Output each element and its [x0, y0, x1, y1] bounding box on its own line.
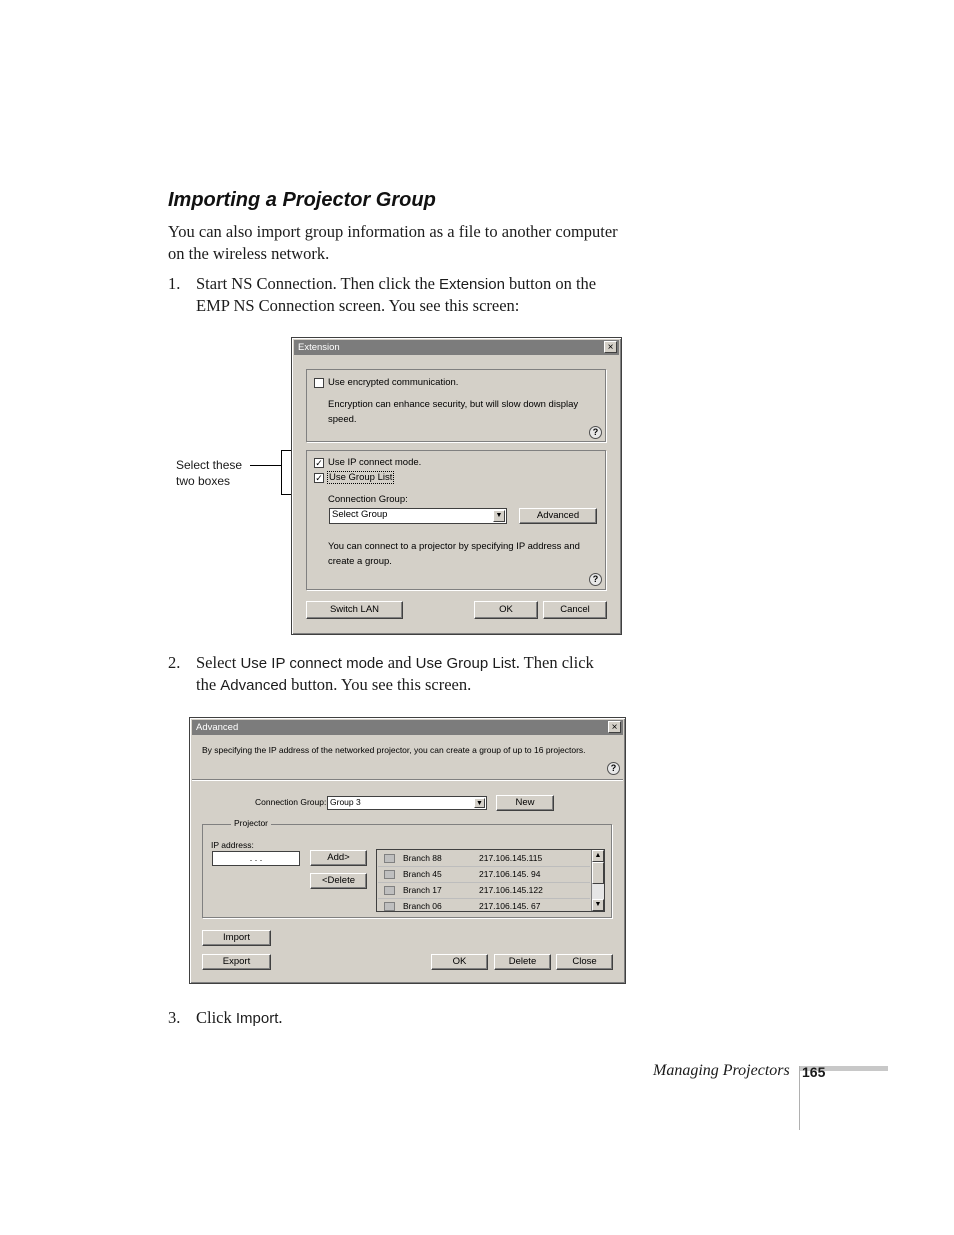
- delete-button[interactable]: Delete: [494, 954, 551, 970]
- step-3-line: [196, 1007, 283, 1030]
- projector-icon: [384, 854, 395, 863]
- callout-bracket: [281, 450, 282, 495]
- extension-close-icon[interactable]: ×: [604, 341, 617, 353]
- extension-title: Extension: [298, 342, 340, 353]
- step-3-period: .: [278, 1008, 283, 1027]
- encryption-note-1: Encryption can enhance security, but will slow down display: [328, 399, 579, 410]
- step-2-ui-advanced: Advanced: [220, 677, 288, 694]
- intro-paragraph: You can also import group information as a file to another computer on the wireless network.: [168, 222, 618, 263]
- step-2-then: . Then click: [515, 653, 594, 672]
- adv-connection-group-select[interactable]: [327, 796, 487, 810]
- cancel-button[interactable]: Cancel: [543, 601, 607, 619]
- callout-line-2: two boxes: [176, 474, 231, 488]
- chevron-down-icon[interactable]: ▼: [493, 510, 505, 522]
- import-button[interactable]: Import: [202, 930, 271, 946]
- advanced-dialog: [189, 717, 626, 984]
- projector-label: Projector: [231, 818, 271, 828]
- adv-ok-button[interactable]: OK: [431, 954, 488, 970]
- ip-connect-label: Use IP connect mode.: [328, 457, 422, 468]
- encryption-help-icon[interactable]: ?: [589, 426, 602, 439]
- new-button[interactable]: New: [496, 795, 554, 811]
- connection-group-select[interactable]: [329, 508, 507, 524]
- ok-button[interactable]: OK: [474, 601, 538, 619]
- step-2-line-2: [196, 674, 471, 697]
- group-list-label: Use Group List: [329, 472, 393, 483]
- callout-line-1: Select these: [176, 458, 243, 472]
- ip-connect-checkbox[interactable]: ✓: [315, 458, 323, 468]
- advanced-help-icon[interactable]: ?: [607, 762, 620, 775]
- step-3-number: 3.: [168, 1008, 181, 1027]
- list-item-ip: 217.106.145. 67: [479, 901, 541, 911]
- list-item-name: Branch 06: [403, 901, 442, 911]
- encryption-note-2: speed.: [328, 414, 357, 425]
- projector-icon: [384, 870, 395, 879]
- group-list-checkbox[interactable]: ✓: [315, 473, 323, 483]
- extension-dialog: [291, 337, 622, 635]
- scroll-thumb[interactable]: [592, 862, 604, 884]
- delete-from-list-button[interactable]: <Delete: [310, 873, 367, 889]
- export-button[interactable]: Export: [202, 954, 271, 970]
- ip-address-input[interactable]: . . .: [212, 851, 300, 866]
- projector-list[interactable]: [376, 849, 605, 912]
- add-button[interactable]: Add>: [310, 850, 367, 866]
- step-2-and: and: [383, 653, 416, 672]
- step-2-text: Select: [196, 653, 241, 672]
- scroll-down-icon[interactable]: ▼: [592, 899, 604, 911]
- step-2-end: button. You see this screen.: [287, 675, 472, 694]
- step-1-text: Start NS Connection. Then click the: [196, 274, 440, 293]
- step-2-ui-ip: Use IP connect mode: [240, 655, 384, 672]
- advanced-description: By specifying the IP address of the networked projector, you can create a group of up to 16 projectors.: [202, 745, 586, 755]
- list-scrollbar[interactable]: [591, 850, 604, 911]
- projector-icon: [384, 886, 395, 895]
- page-number: 165: [802, 1064, 826, 1080]
- callout-text: [176, 457, 242, 489]
- ip-connect-group: [306, 450, 606, 590]
- list-item[interactable]: [378, 883, 590, 899]
- footer-divider: [799, 1066, 800, 1130]
- step-2-number: 2.: [168, 653, 181, 672]
- encrypted-checkbox[interactable]: [314, 378, 324, 388]
- list-item-ip: 217.106.145.115: [479, 853, 543, 863]
- list-item[interactable]: [378, 899, 590, 912]
- encryption-group: [306, 369, 606, 442]
- advanced-titlebar: [192, 720, 623, 735]
- step-1-text-end: button on the: [504, 274, 597, 293]
- ip-address-label: IP address:: [211, 840, 254, 850]
- connection-group-value: Select Group: [332, 509, 388, 520]
- separator: [192, 779, 623, 781]
- list-item-name: Branch 45: [403, 869, 442, 879]
- step-2-line-1: [196, 652, 594, 675]
- step-1-line-1: [196, 273, 596, 296]
- connect-note-1: You can connect to a projector by specifying IP address and: [328, 541, 580, 552]
- encrypted-label: Use encrypted communication.: [328, 377, 459, 388]
- advanced-title: Advanced: [196, 722, 239, 733]
- adv-connection-group-label: Connection Group:: [255, 797, 327, 807]
- list-item[interactable]: [378, 851, 590, 867]
- adv-connection-group-value: Group 3: [330, 797, 361, 807]
- step-2-ui-group: Use Group List: [415, 655, 516, 672]
- step-1-number: 1.: [168, 274, 181, 293]
- close-button[interactable]: Close: [556, 954, 613, 970]
- chevron-down-icon[interactable]: ▼: [474, 798, 485, 808]
- projector-group: [202, 818, 612, 918]
- step-1-line-2: EMP NS Connection screen. You see this screen:: [196, 296, 520, 315]
- ip-connect-help-icon[interactable]: ?: [589, 573, 602, 586]
- advanced-close-icon[interactable]: ×: [608, 721, 621, 733]
- step-2-the: the: [196, 675, 221, 694]
- list-item-name: Branch 17: [403, 885, 442, 895]
- step-1-ui-word: Extension: [439, 276, 505, 293]
- callout-connector: [250, 465, 281, 466]
- projector-icon: [384, 902, 395, 911]
- scroll-up-icon[interactable]: ▲: [592, 850, 604, 862]
- footer-chapter: Managing Projectors: [653, 1062, 790, 1079]
- extension-titlebar: [294, 340, 619, 355]
- section-title: Importing a Projector Group: [168, 189, 436, 211]
- list-item[interactable]: [378, 867, 590, 883]
- list-item-ip: 217.106.145.122: [479, 885, 543, 895]
- step-3-text: Click: [196, 1008, 236, 1027]
- connection-group-label: Connection Group:: [328, 494, 408, 505]
- connect-note-2: create a group.: [328, 556, 392, 567]
- advanced-button[interactable]: Advanced: [519, 508, 597, 524]
- switch-lan-button[interactable]: Switch LAN: [306, 601, 403, 619]
- step-3-ui-import: Import: [235, 1010, 279, 1027]
- list-item-name: Branch 88: [403, 853, 442, 863]
- list-item-ip: 217.106.145. 94: [479, 869, 541, 879]
